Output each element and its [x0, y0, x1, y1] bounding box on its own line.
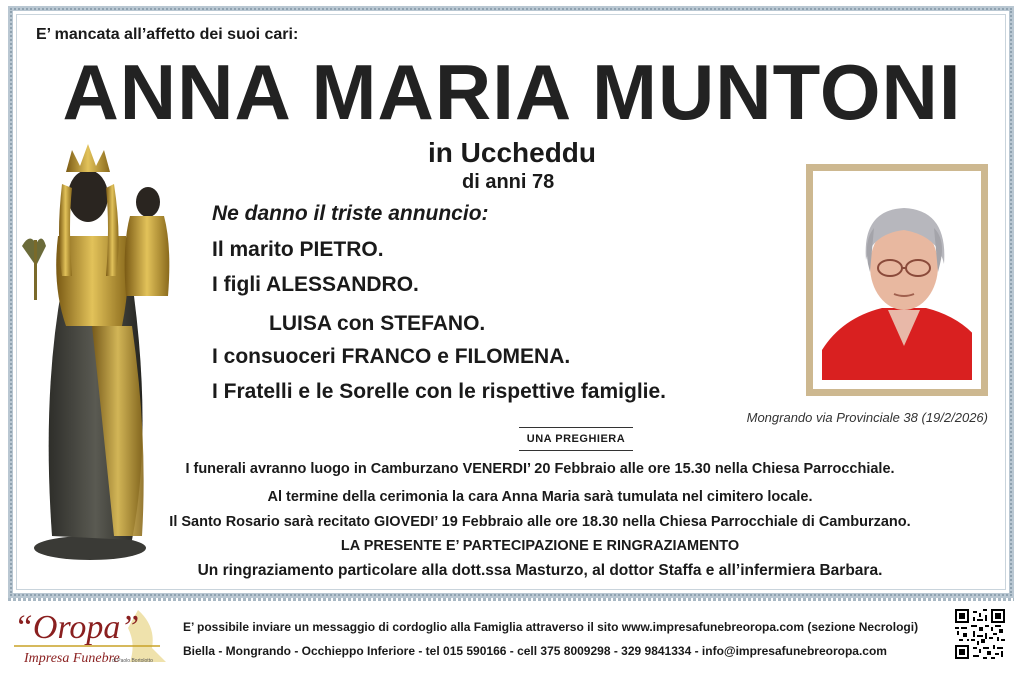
logo-owner: di Paolo Bortolotto [112, 658, 153, 664]
portrait-image [822, 180, 972, 380]
intro-text: E’ mancata all’affetto dei suoi cari: [36, 26, 299, 43]
deceased-name: ANNA MARIA MUNTONI [62, 48, 962, 136]
prayer-button[interactable]: UNA PREGHIERA [519, 427, 633, 451]
detail-line: I funerali avranno luogo in Camburzano VENERDI’ 20 Febbraio alle ore 15.30 nella Chiesa Parrocchiale. [185, 461, 895, 477]
footer-contact-line: Biella - Mongrando - Occhieppo Inferiore - tel 015 590166 - cell 375 8009298 - 329 9841334 - info@impresafunebreoropa.com [183, 644, 887, 658]
married-name: in Uccheddu [427, 137, 596, 168]
family-line: LUISA con STEFANO. [269, 312, 486, 335]
detail-line: LA PRESENTE E’ PARTECIPAZIONE E RINGRAZIAMENTO [340, 538, 740, 554]
family-line: I figli ALESSANDRO. [212, 273, 419, 296]
portrait-photo [806, 164, 988, 396]
age-text: di anni 78 [462, 171, 555, 193]
detail-line: Al termine della cerimonia la cara Anna Maria sarà tumulata nel cimitero locale. [267, 489, 813, 505]
address-date: Mongrando via Provinciale 38 (19/2/2026) [746, 410, 988, 425]
detail-line: Il Santo Rosario sarà recitato GIOVEDI’ 19 Febbraio alle ore 18.30 nella Chiesa Parrocchiale di Camburzano. [169, 514, 911, 530]
logo-subtitle: Impresa Funebre [24, 651, 120, 666]
oropa-logo [10, 604, 170, 670]
footer-divider [8, 598, 1014, 601]
footer-message-line: E’ possibile inviare un messaggio di cordoglio alla Famiglia attraverso il sito www.impresafunebreoropa.com (sezione Necrologi) [183, 620, 919, 634]
family-line: I Fratelli e le Sorelle con le rispettive famiglie. [212, 380, 667, 403]
logo-title: “Oropa” [14, 609, 140, 646]
family-line: I consuoceri FRANCO e FILOMENA. [212, 345, 571, 368]
qr-code-icon[interactable] [955, 606, 1005, 662]
announce-heading: Ne danno il triste annuncio: [212, 202, 489, 225]
detail-line: Un ringraziamento particolare alla dott.ssa Masturzo, al dottor Staffa e all’infermiera Barbara. [197, 562, 883, 579]
family-line: Il marito PIETRO. [212, 238, 384, 261]
